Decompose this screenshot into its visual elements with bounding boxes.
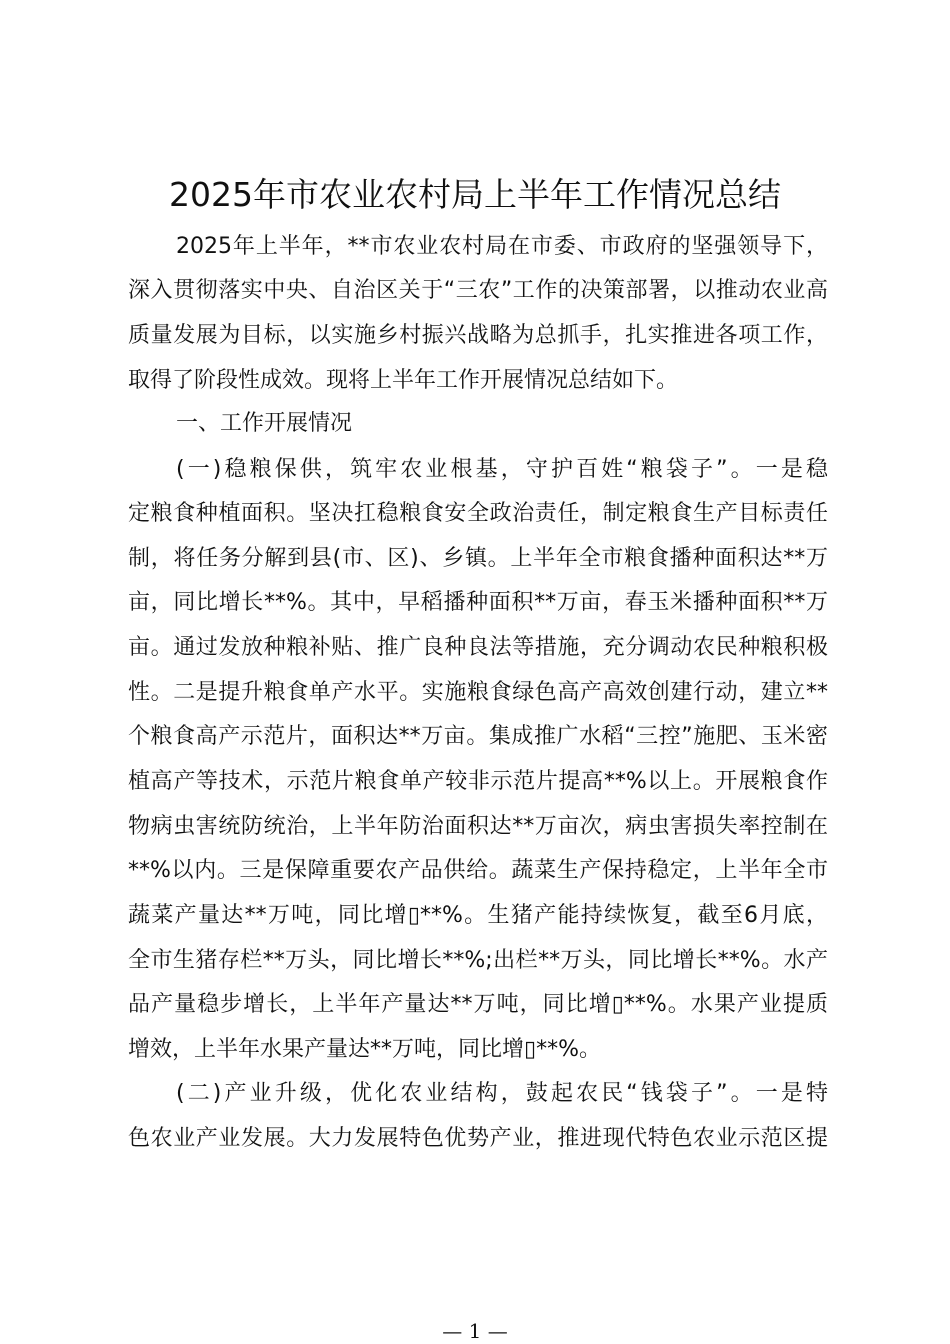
subsection-heading-line: (二)产业升级，优化农业结构，鼓起农民“钱袋子”。一是特 <box>176 1081 828 1106</box>
paragraph-line: 品产量稳步增长，上半年产量达**万吨，同比增▯**%。水果产业提质 <box>128 992 828 1017</box>
paragraph-line: 蔬菜产量达**万吨，同比增▯**%。生猪产能持续恢复，截至6月底， <box>128 903 828 928</box>
paragraph-line: 全市生猪存栏**万头，同比增长**%;出栏**万头，同比增长**%。水产 <box>128 948 828 973</box>
paragraph-line: 深入贯彻落实中央、自治区关于“三农”工作的决策部署，以推动农业高 <box>128 278 828 303</box>
paragraph-line: 制，将任务分解到县(市、区)、乡镇。上半年全市粮食播种面积达**万 <box>128 546 828 571</box>
paragraph-line: 个粮食高产示范片，面积达**万亩。集成推广水稻“三控”施肥、玉米密 <box>128 724 828 749</box>
paragraph-line: 取得了阶段性成效。现将上半年工作开展情况总结如下。 <box>128 368 679 393</box>
paragraph-line: 植高产等技术，示范片粮食单产较非示范片提高**%以上。开展粮食作 <box>128 769 828 794</box>
subsection-heading-line: (一)稳粮保供，筑牢农业根基，守护百姓“粮袋子”。一是稳 <box>176 457 828 482</box>
section-heading: 一、工作开展情况 <box>176 411 353 436</box>
paragraph-line: 性。二是提升粮食单产水平。实施粮食绿色高产高效创建行动，建立** <box>128 680 828 705</box>
paragraph-line: 2025年上半年，**市农业农村局在市委、市政府的坚强领导下， <box>176 234 828 259</box>
paragraph-line: 亩，同比增长**%。其中，早稻播种面积**万亩，春玉米播种面积**万 <box>128 590 828 615</box>
paragraph-line: 物病虫害统防统治，上半年防治面积达**万亩次，病虫害损失率控制在 <box>128 814 828 839</box>
document-title: 2025年市农业农村局上半年工作情况总结 <box>169 175 781 214</box>
paragraph-line: 色农业产业发展。大力发展特色优势产业，推进现代特色农业示范区提 <box>128 1126 828 1151</box>
paragraph-line: **%以内。三是保障重要农产品供给。蔬菜生产保持稳定，上半年全市 <box>128 858 828 883</box>
page-number: — 1 — <box>442 1319 508 1343</box>
paragraph-line: 亩。通过发放种粮补贴、推广良种良法等措施，充分调动农民种粮积极 <box>128 635 828 660</box>
paragraph-line: 增效，上半年水果产量达**万吨，同比增▯**%。 <box>128 1037 602 1062</box>
paragraph-line: 质量发展为目标，以实施乡村振兴战略为总抓手，扎实推进各项工作， <box>128 323 828 348</box>
paragraph-line: 定粮食种植面积。坚决扛稳粮食安全政治责任，制定粮食生产目标责任 <box>128 501 828 526</box>
